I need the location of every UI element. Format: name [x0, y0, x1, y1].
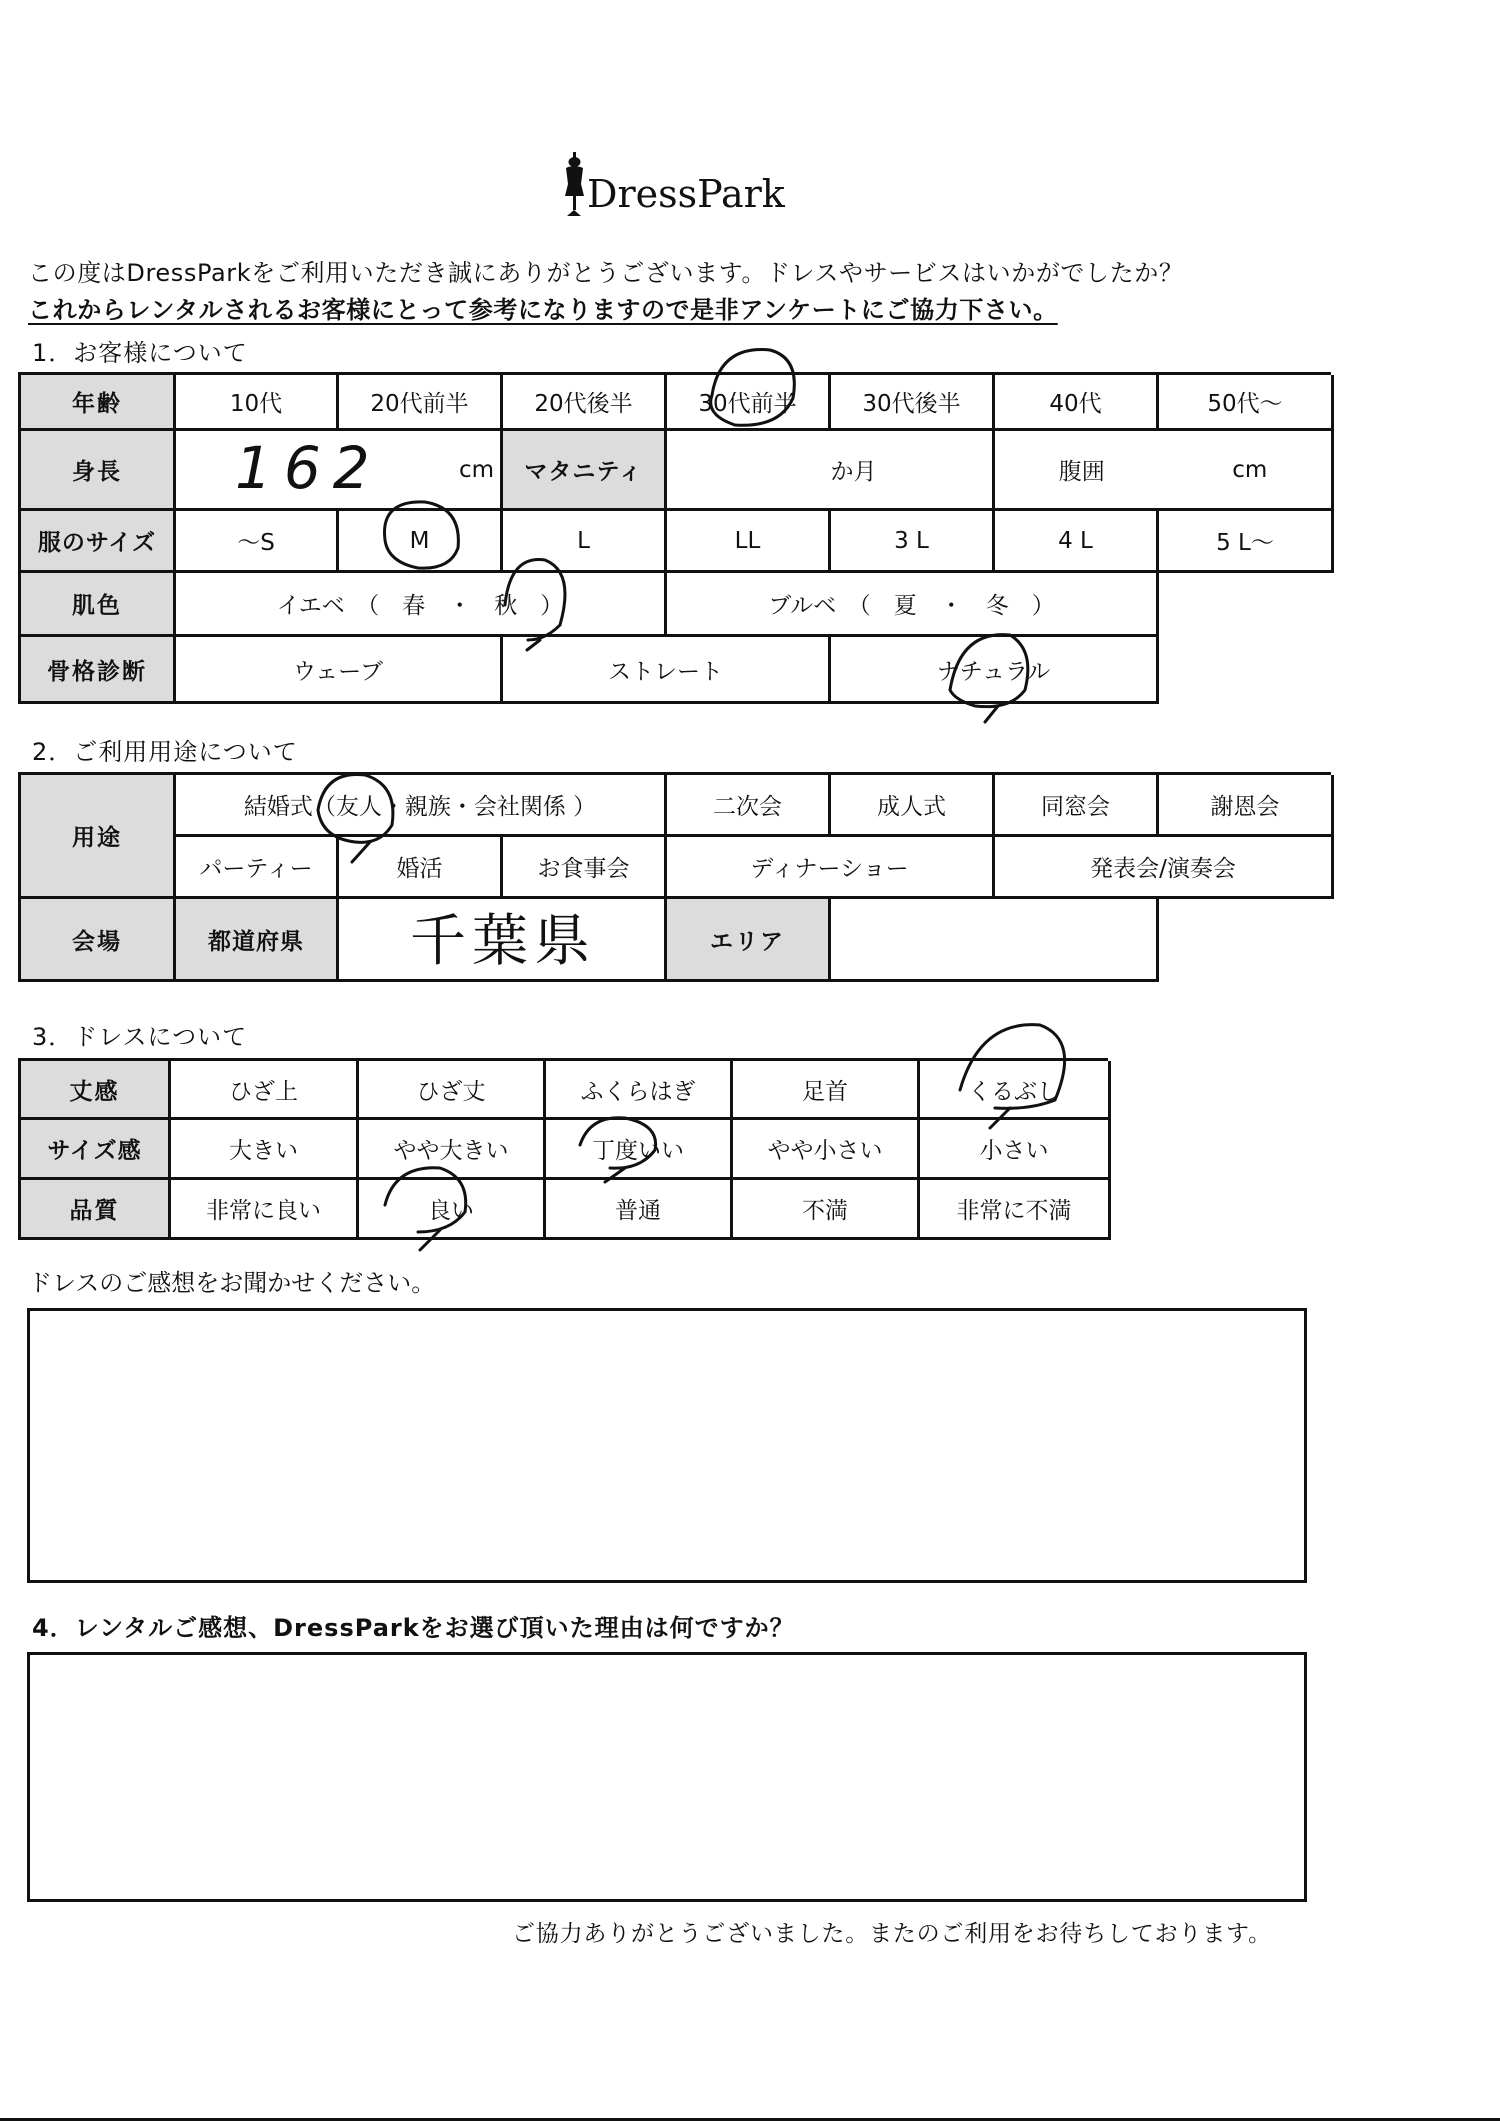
- fit-label: サイズ感: [21, 1120, 171, 1180]
- skin-label: 肌色: [21, 573, 176, 637]
- purpose-option[interactable]: お食事会: [503, 837, 667, 899]
- quality-label: 品質: [21, 1180, 171, 1240]
- section1-title: 1．お客様について: [32, 339, 248, 367]
- age-label: 年齢: [21, 375, 176, 431]
- quality-option[interactable]: 非常に良い: [171, 1180, 359, 1240]
- height-handwritten-value: 162: [235, 434, 382, 502]
- dress-feedback-textarea[interactable]: [27, 1308, 1307, 1583]
- purpose-option[interactable]: ディナーショー: [667, 837, 995, 899]
- purpose-option[interactable]: 成人式: [831, 775, 995, 837]
- height-label: 身長: [21, 431, 176, 511]
- quality-option[interactable]: 不満: [733, 1180, 920, 1240]
- length-option[interactable]: 足首: [733, 1061, 920, 1120]
- maternity-months-unit: か月: [830, 459, 877, 485]
- age-option[interactable]: 10代: [176, 375, 339, 431]
- length-option[interactable]: ひざ上: [171, 1061, 359, 1120]
- closing-message: ご協力ありがとうございました。またのご利用をお待ちしております。: [512, 1921, 1272, 1947]
- frame-option[interactable]: ストレート: [503, 637, 831, 704]
- purpose-option[interactable]: 同窓会: [995, 775, 1159, 837]
- intro-request-text: これからレンタルされるお客様にとって参考になりますので是非アンケートにご協力下さい。: [28, 296, 1058, 324]
- dress-table: [18, 1058, 1108, 1240]
- scan-edge-line: [0, 2118, 1500, 2121]
- skin-blue-base-option[interactable]: ブルベ （ 夏 ・ 冬 ）: [667, 573, 1159, 637]
- age-option[interactable]: 40代: [995, 375, 1159, 431]
- purpose-option[interactable]: 発表会/演奏会: [995, 837, 1334, 899]
- size-option[interactable]: ～S: [176, 511, 339, 573]
- fit-option-selected[interactable]: 丁度いい: [546, 1120, 733, 1180]
- area-label: エリア: [667, 899, 831, 982]
- purpose-option[interactable]: パーティー: [176, 837, 339, 899]
- age-option[interactable]: 50代～: [1159, 375, 1334, 431]
- prefecture-field[interactable]: [339, 899, 667, 982]
- length-option[interactable]: ふくらはぎ: [546, 1061, 733, 1120]
- age-option-selected[interactable]: 30代前半: [667, 375, 831, 431]
- prefecture-handwritten-value: 千葉県: [410, 909, 596, 974]
- venue-label: 会場: [21, 899, 176, 982]
- frame-option-selected[interactable]: ナチュラル: [831, 637, 1159, 704]
- skin-yellow-base-option[interactable]: イエベ （ 春 ・ 秋 ）: [176, 573, 667, 637]
- quality-option[interactable]: 非常に不満: [920, 1180, 1111, 1240]
- quality-option-selected[interactable]: 良い: [359, 1180, 546, 1240]
- prefecture-label: 都道府県: [176, 899, 339, 982]
- size-option-selected[interactable]: M: [339, 511, 503, 573]
- size-option[interactable]: L: [503, 511, 667, 573]
- purpose-option[interactable]: 二次会: [667, 775, 831, 837]
- waist-label: 腹囲: [1058, 459, 1105, 485]
- fit-option[interactable]: やや大きい: [359, 1120, 546, 1180]
- waist-field[interactable]: [995, 431, 1334, 511]
- section4-title: 4．レンタルご感想、DressParkをお選び頂いた理由は何ですか？: [32, 1614, 795, 1642]
- purpose-wedding-option[interactable]: 結婚式（友人・親族・会社関係 ）: [176, 775, 667, 837]
- length-option-selected[interactable]: くるぶし: [920, 1061, 1111, 1120]
- area-field[interactable]: [831, 899, 1159, 982]
- purpose-option[interactable]: 謝恩会: [1159, 775, 1334, 837]
- maternity-label: マタニティ: [503, 431, 667, 511]
- frame-option[interactable]: ウェーブ: [176, 637, 503, 704]
- height-field[interactable]: [176, 431, 503, 511]
- fit-option[interactable]: 小さい: [920, 1120, 1111, 1180]
- section2-title: 2．ご利用用途について: [32, 738, 298, 766]
- size-option[interactable]: 3 L: [831, 511, 995, 573]
- size-label: 服のサイズ: [21, 511, 176, 573]
- age-option[interactable]: 30代後半: [831, 375, 995, 431]
- size-option[interactable]: LL: [667, 511, 831, 573]
- brand-name: DressPark: [587, 172, 785, 216]
- customer-info-table: [18, 372, 1331, 704]
- dress-feedback-label: ドレスのご感想をお聞かせください。: [28, 1269, 436, 1297]
- frame-label: 骨格診断: [21, 637, 176, 704]
- purpose-option[interactable]: 婚活: [339, 837, 503, 899]
- length-label: 丈感: [21, 1061, 171, 1120]
- size-option[interactable]: 5 L～: [1159, 511, 1334, 573]
- fit-option[interactable]: 大きい: [171, 1120, 359, 1180]
- intro-text: この度はDressParkをご利用いただき誠にありがとうございます。ドレスやサービスはいかがでしたか？: [28, 259, 1184, 287]
- size-option[interactable]: 4 L: [995, 511, 1159, 573]
- section3-title: 3．ドレスについて: [32, 1023, 248, 1051]
- purpose-label: 用途: [21, 775, 176, 899]
- usage-table: [18, 772, 1331, 982]
- age-option[interactable]: 20代後半: [503, 375, 667, 431]
- maternity-months-field[interactable]: [667, 431, 995, 511]
- waist-unit: cm: [1232, 456, 1268, 483]
- rental-reason-textarea[interactable]: [27, 1652, 1307, 1902]
- quality-option[interactable]: 普通: [546, 1180, 733, 1240]
- fit-option[interactable]: やや小さい: [733, 1120, 920, 1180]
- length-option[interactable]: ひざ丈: [359, 1061, 546, 1120]
- height-unit: cm: [458, 456, 494, 483]
- age-option[interactable]: 20代前半: [339, 375, 503, 431]
